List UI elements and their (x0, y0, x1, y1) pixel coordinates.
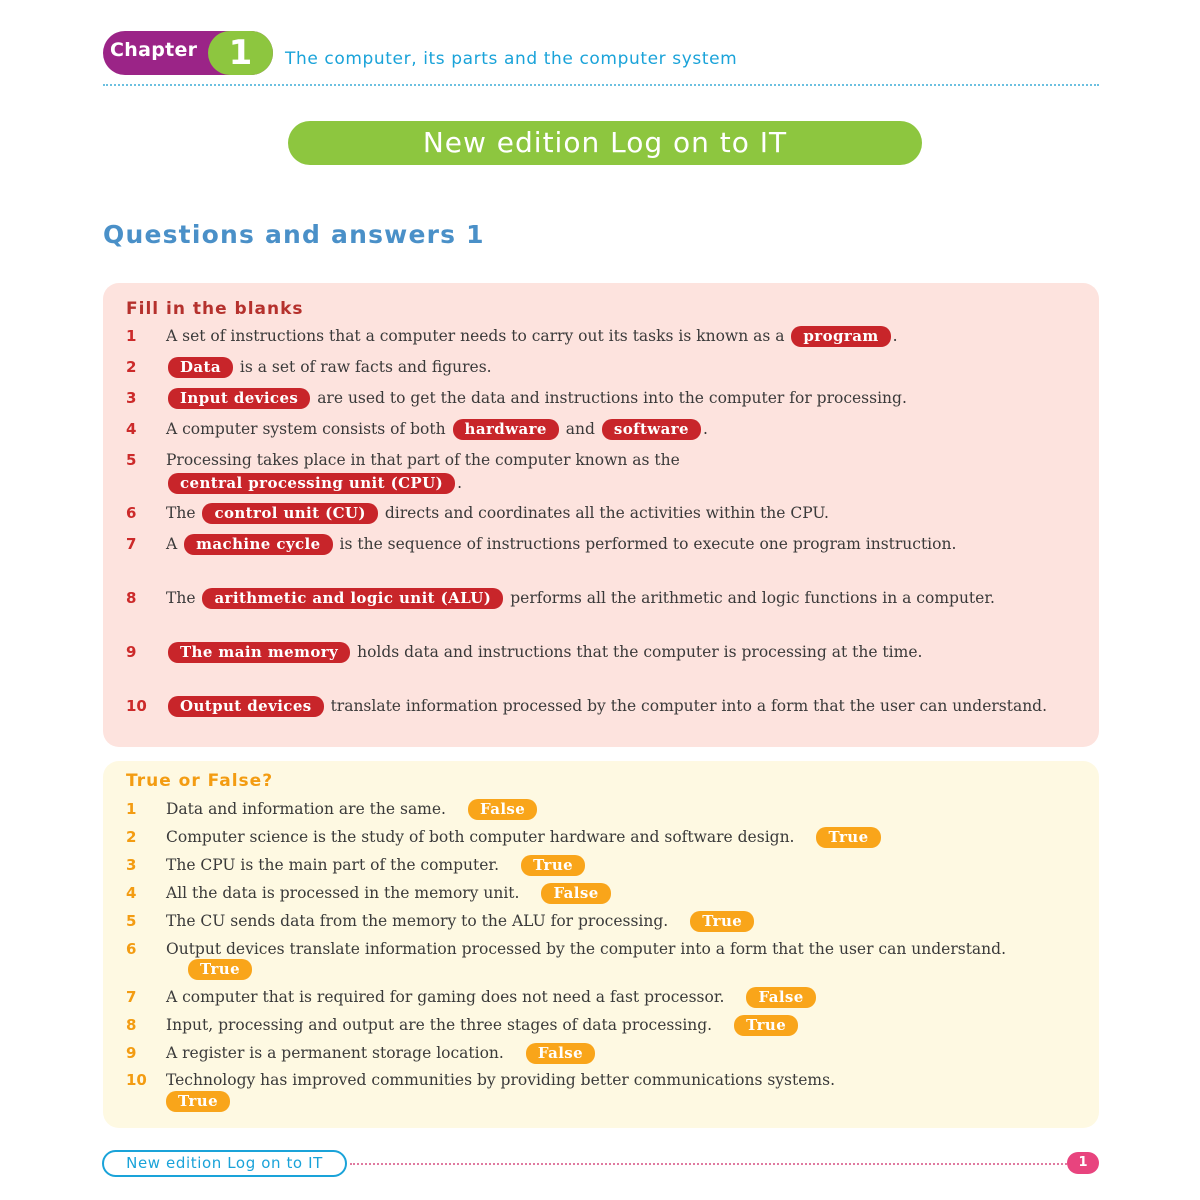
question-text: . (457, 474, 463, 492)
answer-badge: The main memory (168, 642, 350, 663)
question-text: is a set of raw facts and figures. (239, 358, 492, 376)
fill-question-1 (126, 325, 1076, 348)
question-text: holds data and instructions that the computer is processing at the time. (357, 643, 923, 661)
answer-badge: hardware (453, 419, 559, 440)
answer-badge: Output devices (168, 696, 324, 717)
true-false-heading: True or False? (126, 771, 274, 791)
fill-question-6 (126, 502, 1076, 525)
question-text: Processing takes place in that part of the computer known as the (166, 451, 680, 469)
answer-badge: False (746, 987, 815, 1008)
answer-badge: False (541, 883, 610, 904)
footer-divider (350, 1163, 1067, 1165)
answer-badge: Data (168, 357, 233, 378)
header-divider (103, 84, 1099, 86)
question-number: 4 (126, 420, 137, 438)
question-number: 10 (126, 697, 147, 715)
question-number: 9 (126, 643, 137, 661)
question-number: 4 (126, 884, 137, 902)
tf-question-2 (126, 826, 1076, 849)
question-number: 10 (126, 1071, 147, 1089)
question-number: 8 (126, 1016, 137, 1034)
answer-badge: True (166, 1091, 230, 1112)
fill-question-7 (126, 533, 1076, 556)
fill-question-10 (126, 695, 1076, 718)
question-text: The CU sends data from the memory to the ALU for processing. (166, 912, 669, 930)
question-number: 9 (126, 1044, 137, 1062)
edition-banner: New edition Log on to IT (288, 121, 922, 165)
question-text: A computer that is required for gaming does not need a fast processor. (166, 988, 725, 1006)
answer-badge: Input devices (168, 388, 310, 409)
fill-question-2 (126, 356, 1076, 379)
answer-badge: central processing unit (CPU) (168, 473, 455, 494)
answer-badge: True (188, 959, 252, 980)
answer-badge: arithmetic and logic unit (ALU) (202, 588, 503, 609)
fill-question-5 (126, 449, 1076, 495)
question-text: are used to get the data and instructions into the computer for processing. (317, 389, 907, 407)
answer-badge: True (816, 827, 880, 848)
tf-question-8 (126, 1014, 1076, 1037)
question-number: 5 (126, 912, 137, 930)
question-text: The (166, 504, 196, 522)
question-text: All the data is processed in the memory unit. (166, 884, 520, 902)
question-number: 1 (126, 800, 137, 818)
answer-badge: False (526, 1043, 595, 1064)
tf-question-3 (126, 854, 1076, 877)
fill-in-heading: Fill in the blanks (126, 299, 304, 319)
answer-badge: True (690, 911, 754, 932)
answer-badge: True (521, 855, 585, 876)
question-text: Technology has improved communities by providing better communications systems. (166, 1071, 835, 1089)
question-text: directs and coordinates all the activities within the CPU. (384, 504, 829, 522)
answer-badge: program (791, 326, 890, 347)
question-number: 3 (126, 389, 137, 407)
question-text: Computer science is the study of both computer hardware and software design. (166, 828, 795, 846)
answer-badge: False (468, 799, 537, 820)
question-number: 6 (126, 504, 137, 522)
question-text: The CPU is the main part of the computer. (166, 856, 500, 874)
fill-question-9 (126, 641, 1076, 664)
tf-question-7 (126, 986, 1076, 1009)
question-number: 2 (126, 828, 137, 846)
chapter-number: 1 (208, 31, 273, 75)
tf-question-6 (126, 939, 1076, 980)
question-number: 2 (126, 358, 137, 376)
answer-badge: software (602, 419, 701, 440)
question-number: 7 (126, 988, 137, 1006)
question-text: Output devices translate information processed by the computer into a form that the user can understand. (166, 940, 1006, 958)
tf-question-4 (126, 882, 1076, 905)
question-text: A computer system consists of both (166, 420, 446, 438)
tf-question-5 (126, 910, 1076, 933)
tf-question-10 (126, 1070, 1076, 1112)
tf-question-1 (126, 798, 1076, 821)
question-text: . (892, 327, 898, 345)
chapter-title: The computer, its parts and the computer system (285, 49, 738, 69)
question-text: . (702, 420, 708, 438)
question-text: The (166, 589, 196, 607)
chapter-label: Chapter (110, 39, 198, 61)
question-text: and (565, 420, 595, 438)
question-number: 3 (126, 856, 137, 874)
fill-question-8 (126, 587, 1076, 610)
question-text: A (166, 535, 178, 553)
question-text: Data and information are the same. (166, 800, 446, 818)
fill-question-4 (126, 418, 1076, 441)
question-number: 7 (126, 535, 137, 553)
question-number: 5 (126, 451, 137, 469)
question-text: is the sequence of instructions performed to execute one program instruction. (339, 535, 957, 553)
tf-question-9 (126, 1042, 1076, 1065)
question-text: A register is a permanent storage location. (166, 1044, 504, 1062)
answer-badge: machine cycle (184, 534, 332, 555)
answer-badge: True (734, 1015, 798, 1036)
question-number: 8 (126, 589, 137, 607)
question-text: performs all the arithmetic and logic functions in a computer. (510, 589, 995, 607)
fill-question-3 (126, 387, 1076, 410)
question-text: translate information processed by the computer into a form that the user can understand. (330, 697, 1048, 715)
fill-in-blanks-panel (103, 283, 1099, 747)
page-number: 1 (1067, 1152, 1099, 1174)
answer-badge: control unit (CU) (202, 503, 377, 524)
question-number: 1 (126, 327, 137, 345)
question-text: Input, processing and output are the three stages of data processing. (166, 1016, 713, 1034)
question-number: 6 (126, 940, 137, 958)
question-text: A set of instructions that a computer needs to carry out its tasks is known as a (166, 327, 785, 345)
true-false-panel (103, 761, 1099, 1128)
footer-book-title: New edition Log on to IT (102, 1150, 347, 1177)
section-title: Questions and answers 1 (103, 220, 485, 249)
